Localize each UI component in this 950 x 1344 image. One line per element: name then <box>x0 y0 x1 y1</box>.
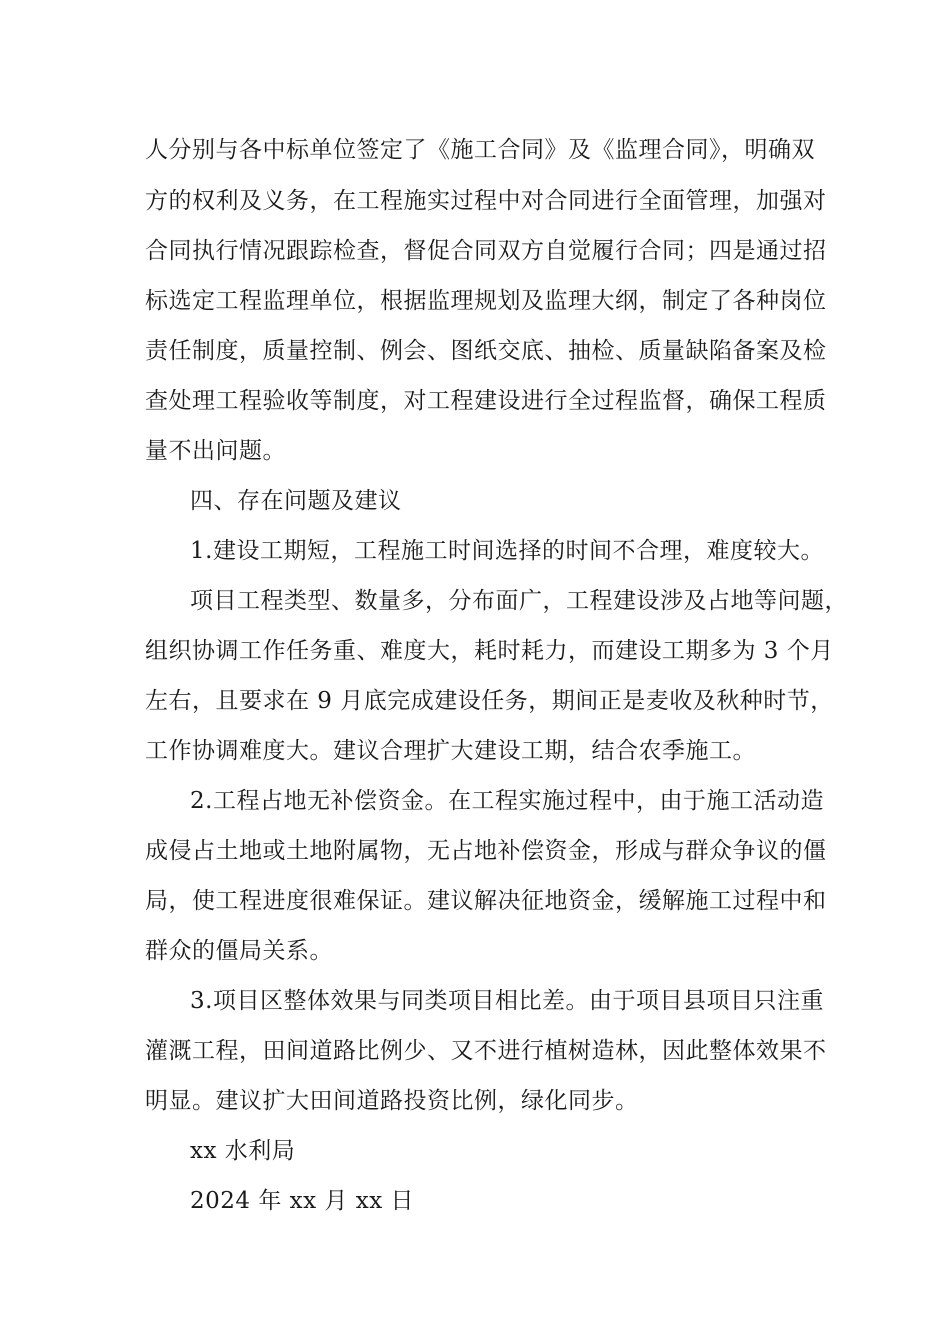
text-line: 组织协调工作任务重、难度大，耗时耗力，而建设工期多为 3 个月 <box>145 638 834 664</box>
text-line: 明显。建议扩大田间道路投资比例，绿化同步。 <box>145 1088 639 1114</box>
text-line: 量不出问题。 <box>145 438 286 464</box>
text-line: 查处理工程验收等制度，对工程建设进行全过程监督，确保工程质 <box>145 388 827 414</box>
text-line: 合同执行情况跟踪检查，督促合同双方自觉履行合同；四是通过招 <box>145 238 827 264</box>
text-line: 人分别与各中标单位签定了《施工合同》及《监理合同》，明确双 <box>145 137 815 163</box>
text-line: 工作协调难度大。建议合理扩大建设工期，结合农季施工。 <box>145 738 756 764</box>
text-line: 2.工程占地无补偿资金。在工程实施过程中，由于施工活动造 <box>190 788 824 814</box>
text-line: 左右，且要求在 9 月底完成建设任务，期间正是麦收及秋种时节， <box>145 688 834 714</box>
text-line: 3.项目区整体效果与同类项目相比差。由于项目县项目只注重 <box>190 988 824 1014</box>
signature-org: xx 水利局 <box>190 1138 296 1164</box>
text-line: 群众的僵局关系。 <box>145 938 333 964</box>
text-line: 方的权利及义务，在工程施实过程中对合同进行全面管理，加强对 <box>145 188 827 214</box>
text-line: 成侵占土地或土地附属物，无占地补偿资金，形成与群众争议的僵 <box>145 838 827 864</box>
text-line: 标选定工程监理单位，根据监理规划及监理大纲，制定了各种岗位 <box>145 288 827 314</box>
text-line: 局，使工程进度很难保证。建议解决征地资金，缓解施工过程中和 <box>145 888 827 914</box>
signature-date: 2024 年 xx 月 xx 日 <box>190 1188 414 1214</box>
section-heading: 四、存在问题及建议 <box>190 488 402 514</box>
issue-heading-1: 1.建设工期短，工程施工时间选择的时间不合理，难度较大。 <box>190 538 824 564</box>
text-line: 灌溉工程，田间道路比例少、又不进行植树造林，因此整体效果不 <box>145 1038 827 1064</box>
text-line: 责任制度，质量控制、例会、图纸交底、抽检、质量缺陷备案及检 <box>145 338 827 364</box>
text-line: 项目工程类型、数量多，分布面广，工程建设涉及占地等问题， <box>190 588 848 614</box>
